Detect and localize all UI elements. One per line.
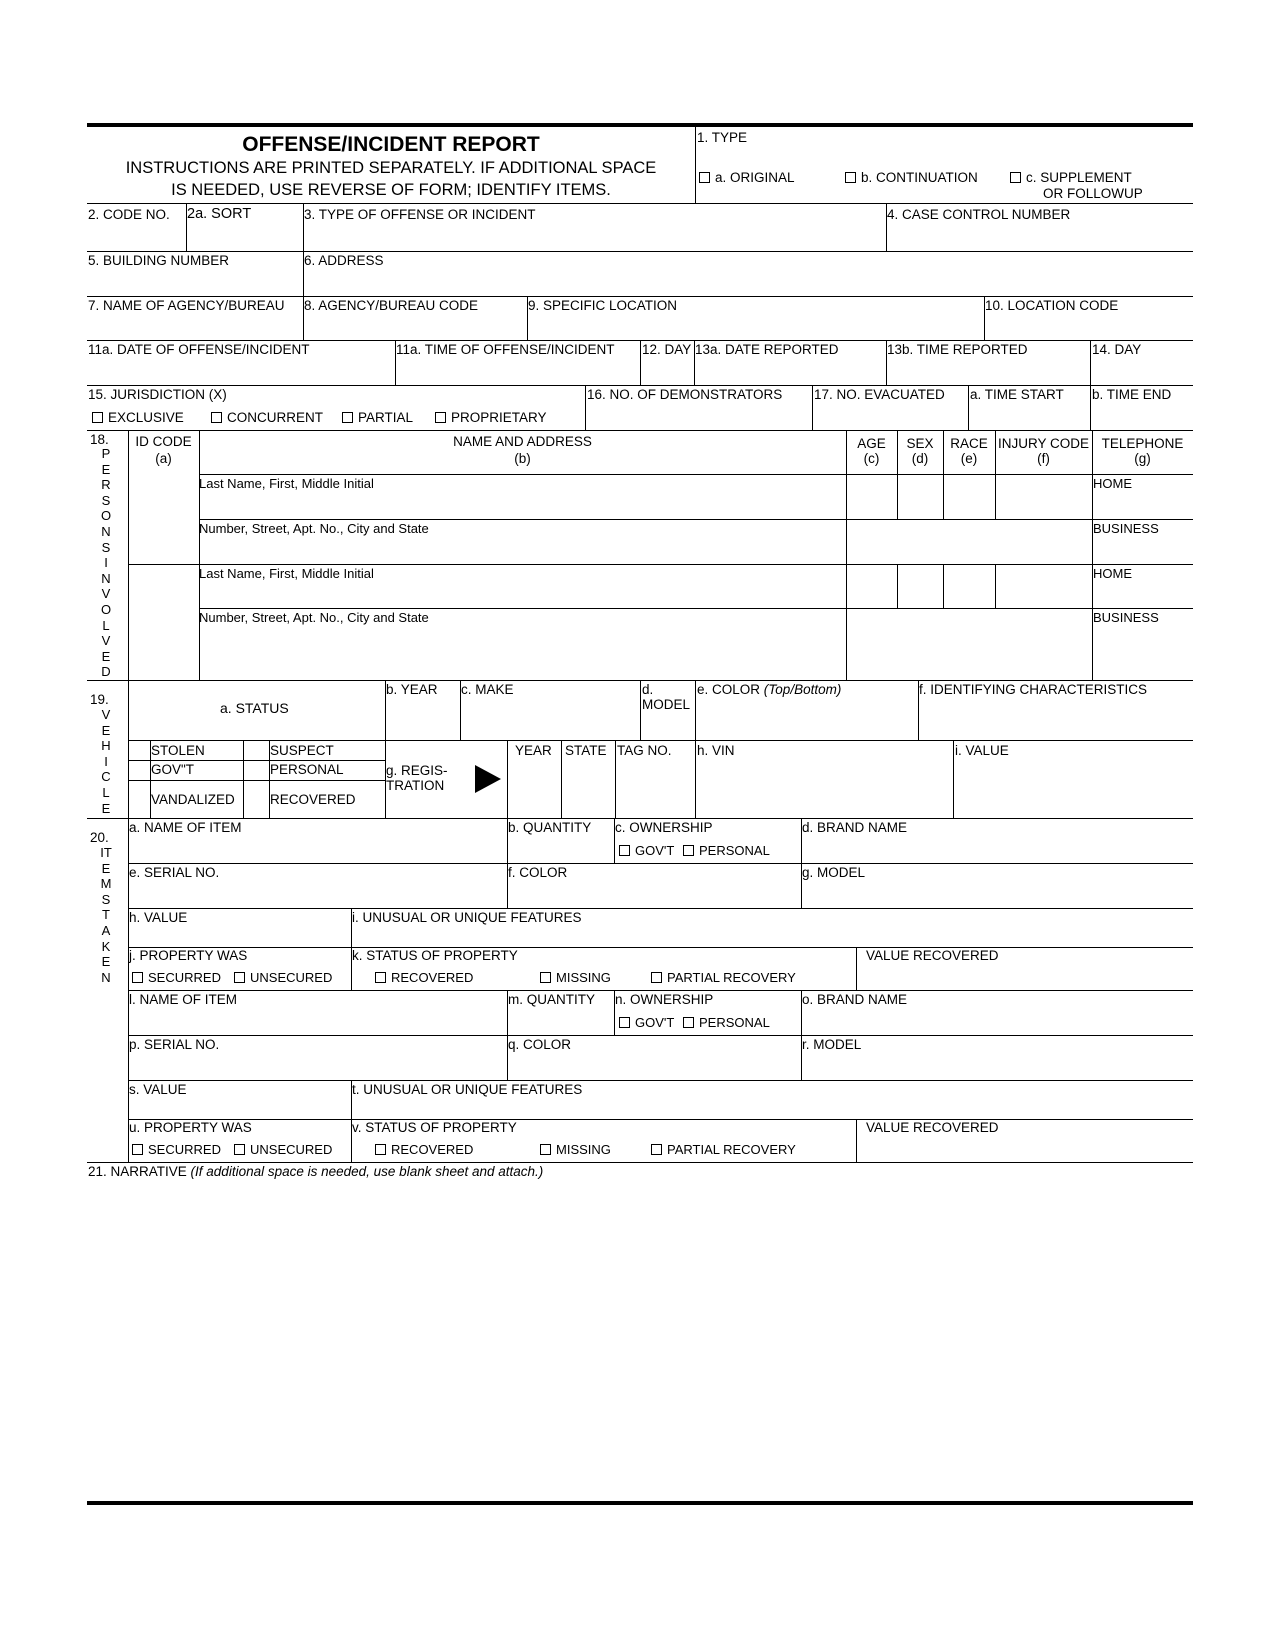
- registration-line: TRATION: [386, 778, 445, 793]
- rule: [1090, 340, 1091, 385]
- side-letter: L: [102, 617, 110, 633]
- header-text: RACE: [950, 436, 988, 451]
- item1-quantity-label: b. QUANTITY: [508, 820, 592, 835]
- header-text: INJURY CODE: [997, 436, 1090, 451]
- rule: [243, 740, 244, 818]
- option-label: c. SUPPLEMENT: [1026, 170, 1132, 185]
- checkbox[interactable]: [234, 972, 245, 983]
- items-side-label: [96, 845, 116, 985]
- form-title: OFFENSE/INCIDENT REPORT: [242, 133, 540, 156]
- option-label: PERSONAL: [699, 1015, 770, 1030]
- rule: [856, 947, 857, 990]
- checkbox[interactable]: [651, 972, 662, 983]
- item2-color-label: q. COLOR: [508, 1037, 572, 1052]
- rule: [87, 385, 1193, 386]
- item1-unusual-label: i. UNUSUAL OR UNIQUE FEATURES: [352, 910, 582, 925]
- checkbox[interactable]: [540, 1144, 551, 1155]
- rule: [128, 430, 129, 680]
- side-letter: V: [101, 707, 111, 722]
- checkbox[interactable]: [619, 845, 630, 856]
- side-letter: E: [101, 722, 111, 738]
- option-label: MISSING: [556, 970, 611, 985]
- color-note: (Top/Bottom): [763, 682, 842, 697]
- status-govt-label: GOV"T: [151, 762, 195, 777]
- building-number-label: 5. BUILDING NUMBER: [88, 253, 230, 268]
- rule: [943, 474, 944, 519]
- checkbox[interactable]: [132, 972, 143, 983]
- checkbox[interactable]: [342, 412, 353, 423]
- checkbox[interactable]: [435, 412, 446, 423]
- age-header: [846, 436, 897, 466]
- registration-arrow-icon: [475, 765, 501, 793]
- name-address-header: [199, 434, 846, 466]
- rule: [1092, 430, 1093, 680]
- code-no-label: 2. CODE NO.: [88, 207, 170, 222]
- item2-model-label: r. MODEL: [802, 1037, 862, 1052]
- item1-model-label: g. MODEL: [802, 865, 866, 880]
- item1-personal-option[interactable]: [683, 843, 770, 858]
- vehicle-model-label: [642, 682, 690, 712]
- checkbox[interactable]: [683, 845, 694, 856]
- type-continuation-option[interactable]: [845, 170, 978, 185]
- item2-personal-option[interactable]: [683, 1015, 770, 1030]
- time-offense-label: 11a. TIME OF OFFENSE/INCIDENT: [396, 342, 615, 357]
- status-recovered-label: RECOVERED: [270, 792, 356, 807]
- header-text: TELEPHONE: [1101, 436, 1184, 451]
- side-letter: S: [101, 891, 111, 907]
- model-text: MODEL: [642, 697, 691, 712]
- item1-ownership-label: c. OWNERSHIP: [615, 820, 713, 835]
- rule: [695, 680, 696, 818]
- agency-name-label: 7. NAME OF AGENCY/BUREAU: [88, 298, 285, 313]
- item1-missing-option[interactable]: [540, 970, 611, 985]
- rule: [812, 385, 813, 430]
- checkbox[interactable]: [683, 1017, 694, 1028]
- vehicle-identifying-label: f. IDENTIFYING CHARACTERISTICS: [919, 682, 1148, 697]
- side-letter: N: [101, 570, 111, 586]
- item2-brand-label: o. BRAND NAME: [802, 992, 908, 1007]
- instructions-line: INSTRUCTIONS ARE PRINTED SEPARATELY. IF ADDITIONAL SPACE: [125, 159, 657, 177]
- status-suspect-label: SUSPECT: [270, 743, 334, 758]
- tag-no-label: TAG NO.: [617, 743, 672, 758]
- rule: [128, 1080, 1193, 1081]
- narrative-title: 21. NARRATIVE: [88, 1164, 187, 1179]
- person2-home-label: HOME: [1093, 566, 1132, 581]
- registration-state-label: STATE: [565, 743, 607, 758]
- side-letter: I: [104, 555, 108, 571]
- rule: [640, 340, 641, 385]
- instructions-line: IS NEEDED, USE REVERSE OF FORM; IDENTIFY ITEMS.: [171, 181, 611, 199]
- status-personal-label: PERSONAL: [270, 762, 344, 777]
- case-control-label: 4. CASE CONTROL NUMBER: [887, 207, 1071, 222]
- type-offense-label: 3. TYPE OF OFFENSE OR INCIDENT: [304, 207, 536, 222]
- checkbox[interactable]: [699, 172, 710, 183]
- rule: [128, 760, 385, 761]
- person2-business-label: BUSINESS: [1093, 610, 1159, 625]
- address-label: 6. ADDRESS: [304, 253, 384, 268]
- vehicle-make-label: c. MAKE: [461, 682, 514, 697]
- rule: [87, 430, 1193, 431]
- side-letter: E: [101, 800, 111, 816]
- rule: [128, 680, 129, 818]
- header-text: NAME AND ADDRESS: [453, 434, 592, 449]
- rule: [199, 608, 1193, 609]
- rule: [128, 564, 1193, 565]
- checkbox[interactable]: [540, 972, 551, 983]
- rule: [87, 818, 1193, 819]
- rule: [968, 385, 969, 430]
- item1-color-label: f. COLOR: [508, 865, 568, 880]
- rule: [640, 680, 641, 740]
- checkbox[interactable]: [619, 1017, 630, 1028]
- vehicle-value-label: i. VALUE: [955, 743, 1009, 758]
- narrative-label: [88, 1164, 543, 1179]
- rule: [87, 203, 1193, 204]
- option-label: SECURRED: [148, 970, 221, 985]
- person2-name-label: Last Name, First, Middle Initial: [199, 566, 374, 581]
- rule: [128, 990, 1193, 991]
- rule: [199, 474, 1193, 475]
- status-vandalized-label: VANDALIZED: [151, 792, 235, 807]
- narrative-note: (If additional space is needed, use blank sheet and attach.): [190, 1164, 544, 1179]
- item2-status-label: v. STATUS OF PROPERTY: [352, 1120, 517, 1135]
- item1-serial-label: e. SERIAL NO.: [129, 865, 220, 880]
- checkbox[interactable]: [375, 1144, 386, 1155]
- rule: [128, 1035, 1193, 1036]
- side-letter: E: [101, 860, 111, 876]
- rule: [87, 296, 1193, 297]
- persons-section-number: 18.: [90, 432, 109, 447]
- vehicle-year-label: b. YEAR: [386, 682, 438, 697]
- rule: [695, 125, 696, 203]
- jurisdiction-exclusive-option[interactable]: [92, 410, 184, 425]
- rule: [943, 564, 944, 608]
- rule: [128, 740, 1193, 741]
- type-supplement-option[interactable]: [1010, 170, 1132, 185]
- option-label: PARTIAL RECOVERY: [667, 1142, 796, 1157]
- header-sub: (g): [1134, 451, 1151, 466]
- registration-line: g. REGIS-: [386, 763, 448, 778]
- item2-value-label: s. VALUE: [129, 1082, 187, 1097]
- option-label: RECOVERED: [391, 970, 474, 985]
- person2-street-label: Number, Street, Apt. No., City and State: [199, 610, 429, 625]
- checkbox[interactable]: [845, 172, 856, 183]
- id-code-header: [128, 434, 199, 466]
- side-letter: M: [100, 876, 112, 892]
- rule: [897, 474, 898, 519]
- rule: [1090, 385, 1091, 430]
- checkbox[interactable]: [375, 972, 386, 983]
- location-code-label: 10. LOCATION CODE: [985, 298, 1119, 313]
- item2-recovered-option[interactable]: [375, 1142, 473, 1157]
- rule: [87, 251, 1193, 252]
- registration-label: [386, 763, 448, 793]
- option-label: UNSECURED: [250, 1142, 333, 1157]
- rule: [303, 203, 304, 340]
- checkbox[interactable]: [132, 1144, 143, 1155]
- item2-quantity-label: m. QUANTITY: [508, 992, 595, 1007]
- evacuated-label: 17. NO. EVACUATED: [814, 387, 945, 402]
- header-text: SEX: [906, 436, 934, 451]
- vehicle-side-label: [96, 707, 116, 816]
- vehicle-color-label: [697, 682, 841, 697]
- model-prefix: d.: [642, 682, 654, 697]
- item2-serial-label: p. SERIAL NO.: [129, 1037, 220, 1052]
- rule: [561, 740, 562, 818]
- side-letter: R: [101, 477, 111, 493]
- header-sub: (e): [960, 451, 978, 466]
- option-label: PROPRIETARY: [451, 410, 547, 425]
- item2-govt-option[interactable]: [619, 1015, 674, 1030]
- item2-name-label: l. NAME OF ITEM: [129, 992, 237, 1007]
- rule: [128, 908, 1193, 909]
- time-start-label: a. TIME START: [970, 387, 1064, 402]
- item1-value-label: h. VALUE: [129, 910, 188, 925]
- person1-street-label: Number, Street, Apt. No., City and State: [199, 521, 429, 536]
- item1-property-was-label: j. PROPERTY WAS: [129, 948, 248, 963]
- injury-code-header: [995, 436, 1092, 466]
- item1-status-label: k. STATUS OF PROPERTY: [352, 948, 518, 963]
- color-text: e. COLOR: [697, 682, 761, 697]
- rule: [846, 430, 847, 680]
- side-letter: A: [101, 922, 111, 938]
- item2-unsecured-option[interactable]: [234, 1142, 332, 1157]
- item2-property-was-label: u. PROPERTY WAS: [129, 1120, 252, 1135]
- rule: [199, 519, 1193, 520]
- option-label: RECOVERED: [391, 1142, 474, 1157]
- narrative-area[interactable]: [87, 1182, 1193, 1494]
- person1-name-label: Last Name, First, Middle Initial: [199, 476, 374, 491]
- registration-year-label: YEAR: [515, 743, 552, 758]
- option-label: a. ORIGINAL: [715, 170, 795, 185]
- date-reported-label: 13a. DATE REPORTED: [695, 342, 839, 357]
- option-label: PARTIAL: [358, 410, 414, 425]
- option-label: PERSONAL: [699, 843, 770, 858]
- option-label: PARTIAL RECOVERY: [667, 970, 796, 985]
- side-letter: C: [101, 769, 111, 785]
- rule: [897, 564, 898, 608]
- checkbox[interactable]: [651, 1144, 662, 1155]
- rule: [128, 863, 1193, 864]
- rule: [87, 1162, 1193, 1163]
- option-label: SECURRED: [148, 1142, 221, 1157]
- instructions: [87, 157, 695, 201]
- option-label: GOV'T: [635, 1015, 675, 1030]
- item1-value-recovered-label: VALUE RECOVERED: [866, 948, 999, 963]
- side-letter: E: [101, 461, 111, 477]
- date-offense-label: 11a. DATE OF OFFENSE/INCIDENT: [88, 342, 310, 357]
- item1-recovered-option[interactable]: [375, 970, 473, 985]
- type-original-option[interactable]: [699, 170, 795, 185]
- side-letter: T: [102, 907, 110, 923]
- side-letter: K: [101, 938, 111, 954]
- item1-govt-option[interactable]: [619, 843, 674, 858]
- header-text: ID CODE: [135, 434, 192, 449]
- item1-unsecured-option[interactable]: [234, 970, 332, 985]
- header-sub: (d): [911, 451, 929, 466]
- option-label: EXCLUSIVE: [108, 410, 184, 425]
- item1-securred-option[interactable]: [132, 970, 221, 985]
- header-sub: (a): [155, 451, 172, 466]
- jurisdiction-label: 15. JURISDICTION (X): [88, 387, 227, 402]
- demonstrators-label: 16. NO. OF DEMONSTRATORS: [587, 387, 783, 402]
- item2-missing-option[interactable]: [540, 1142, 611, 1157]
- option-label: CONCURRENT: [227, 410, 323, 425]
- jurisdiction-partial-option[interactable]: [342, 410, 413, 425]
- rule: [585, 385, 586, 430]
- item1-partial-recovery-option[interactable]: [651, 970, 796, 985]
- rule: [128, 947, 1193, 948]
- side-letter: I: [104, 753, 108, 769]
- time-reported-label: 13b. TIME REPORTED: [887, 342, 1028, 357]
- telephone-header: [1092, 436, 1193, 466]
- option-label: UNSECURED: [250, 970, 333, 985]
- agency-code-label: 8. AGENCY/BUREAU CODE: [304, 298, 479, 313]
- person1-business-label: BUSINESS: [1093, 521, 1159, 536]
- side-letter: H: [101, 738, 111, 754]
- checkbox[interactable]: [234, 1144, 245, 1155]
- type-label: 1. TYPE: [697, 130, 748, 145]
- time-end-label: b. TIME END: [1092, 387, 1172, 402]
- vehicle-status-label: a. STATUS: [220, 700, 289, 716]
- header-sub: (b): [514, 451, 531, 466]
- type-supplement-line2: OR FOLLOWUP: [1043, 186, 1143, 201]
- header-sub: (c): [863, 451, 880, 466]
- side-letter: S: [101, 539, 111, 555]
- side-letter: S: [101, 492, 111, 508]
- checkbox[interactable]: [1010, 172, 1021, 183]
- item2-ownership-label: n. OWNERSHIP: [615, 992, 714, 1007]
- day12-label: 12. DAY: [642, 342, 692, 357]
- rule: [995, 474, 996, 519]
- rule: [995, 564, 996, 608]
- rule: [128, 780, 385, 781]
- race-header: [943, 436, 995, 466]
- bottom-rule: [87, 1501, 1193, 1505]
- rule: [199, 430, 200, 680]
- items-section-number: 20.: [90, 830, 109, 845]
- rule: [507, 740, 508, 818]
- header-text: AGE: [857, 436, 886, 451]
- side-letter: E: [101, 954, 111, 970]
- vehicle-section-number: 19.: [90, 692, 109, 707]
- checkbox[interactable]: [92, 412, 103, 423]
- specific-location-label: 9. SPECIFIC LOCATION: [528, 298, 678, 313]
- rule: [385, 680, 386, 818]
- rule: [615, 740, 616, 818]
- status-stolen-label: STOLEN: [151, 743, 205, 758]
- option-label: MISSING: [556, 1142, 611, 1157]
- header-sub: (f): [1037, 451, 1050, 466]
- sex-header: [897, 436, 943, 466]
- item2-partial-recovery-option[interactable]: [651, 1142, 796, 1157]
- persons-side-label: [96, 446, 116, 680]
- top-rule: [87, 123, 1193, 127]
- item1-name-label: a. NAME OF ITEM: [129, 820, 242, 835]
- side-letter: N: [101, 523, 111, 539]
- side-letter: D: [101, 664, 111, 680]
- item2-unusual-label: t. UNUSUAL OR UNIQUE FEATURES: [352, 1082, 583, 1097]
- jurisdiction-concurrent-option[interactable]: [211, 410, 323, 425]
- rule: [128, 1119, 1193, 1120]
- side-letter: O: [100, 508, 112, 524]
- side-letter: P: [101, 446, 111, 461]
- side-letter: O: [100, 601, 112, 617]
- side-letter: V: [101, 586, 111, 602]
- side-letter: N: [101, 969, 111, 985]
- rule: [953, 740, 954, 818]
- vin-label: h. VIN: [697, 743, 735, 758]
- sort-label: 2a. SORT: [187, 206, 252, 222]
- item2-value-recovered-label: VALUE RECOVERED: [866, 1120, 999, 1135]
- option-label: GOV'T: [635, 843, 675, 858]
- jurisdiction-proprietary-option[interactable]: [435, 410, 547, 425]
- item1-brand-label: d. BRAND NAME: [802, 820, 908, 835]
- side-letter: E: [101, 648, 111, 664]
- item2-securred-option[interactable]: [132, 1142, 221, 1157]
- checkbox[interactable]: [211, 412, 222, 423]
- side-letter: IT: [100, 845, 112, 860]
- rule: [856, 1119, 857, 1162]
- person1-home-label: HOME: [1093, 476, 1132, 491]
- side-letter: L: [102, 784, 110, 800]
- side-letter: V: [101, 633, 111, 649]
- option-label: b. CONTINUATION: [861, 170, 978, 185]
- day14-label: 14. DAY: [1092, 342, 1142, 357]
